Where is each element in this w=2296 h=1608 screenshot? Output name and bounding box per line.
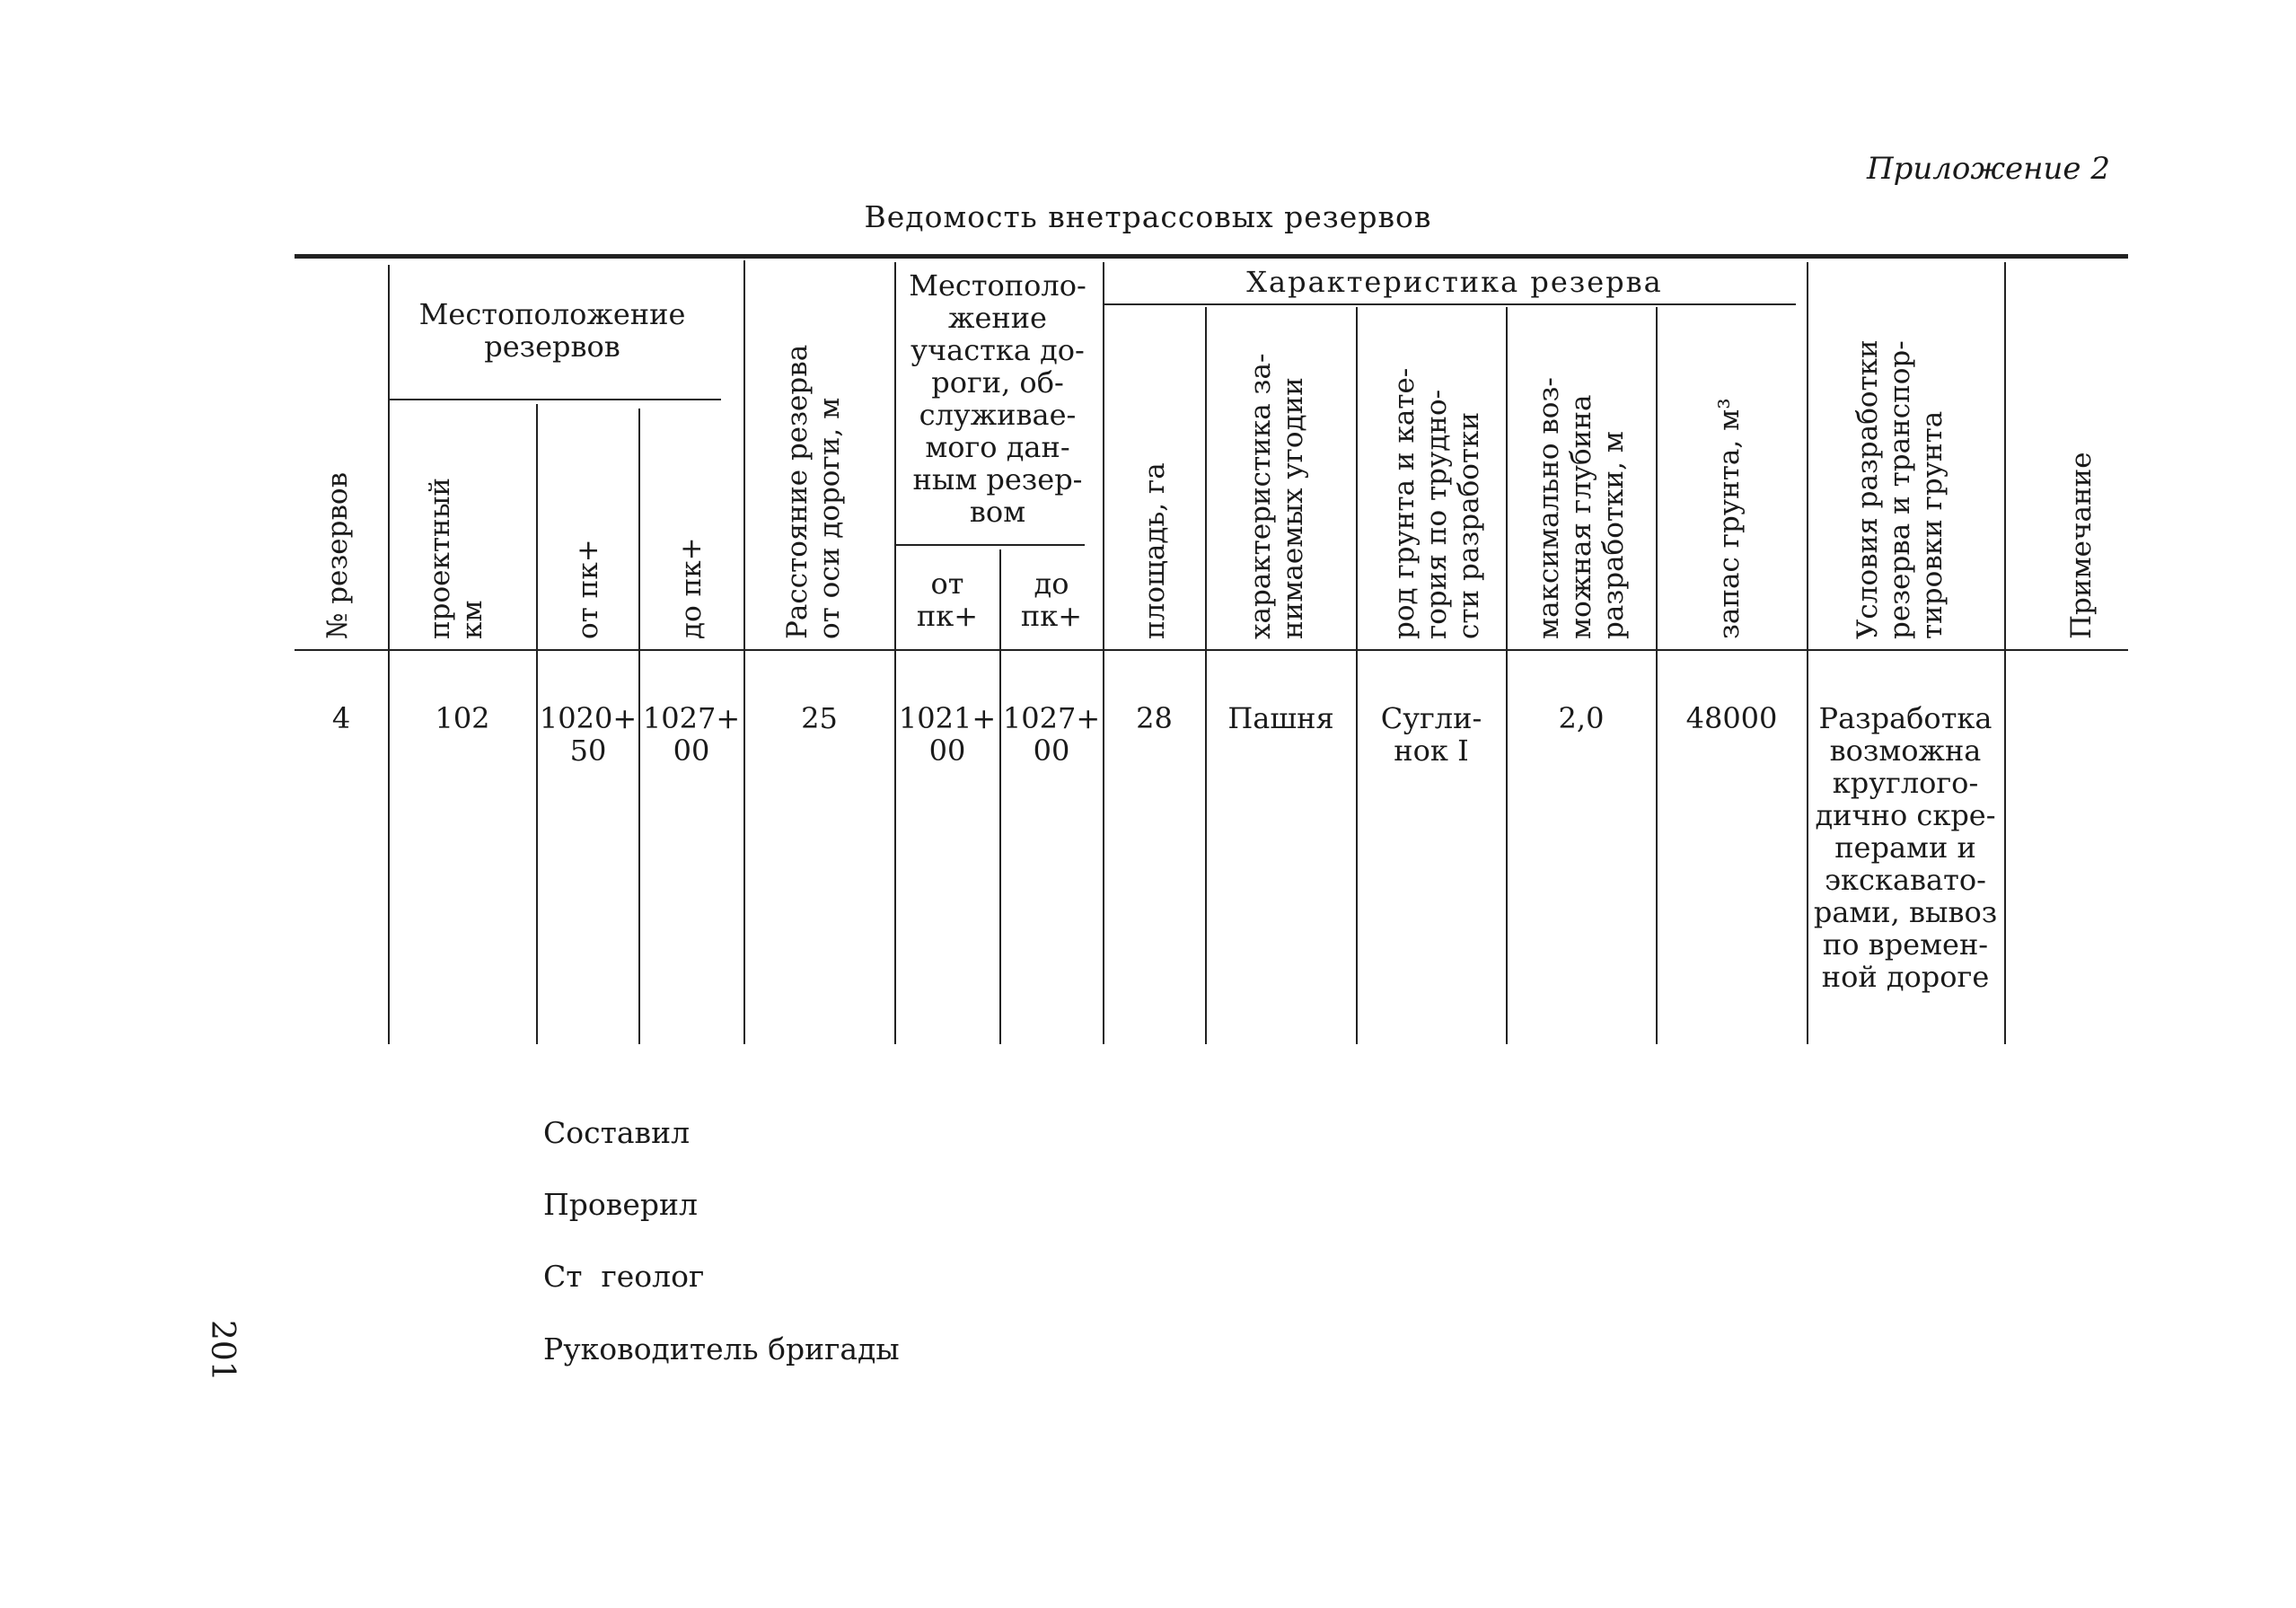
col-divider [1506,307,1508,1044]
document-title: Ведомость внетрассовых резервов [864,199,1432,234]
row-max-depth: 2,0 [1558,701,1605,735]
header-max-depth: максимально воз- можная глубина разработки, м [1533,377,1630,639]
characteristic-group-divider [1104,303,1796,305]
col-divider [1356,307,1358,1044]
row-from-pk: 1020+ 50 [539,701,638,768]
row-soil-type: Сугли- нок I [1380,701,1482,768]
row-distance: 25 [801,701,838,735]
header-to-pk: до пк+ [675,537,708,639]
signature-brigade-head: Руководитель бригады [543,1331,900,1366]
row-conditions: Разработка возможна круглого- дично скре- перами и экскавато- рами, вывоз по времен- ной дороге [1813,701,1998,994]
row-project-km: 102 [435,701,490,735]
header-note: Примечание [2065,452,2098,639]
table-top-border [295,254,2128,259]
col-divider [2004,262,2006,1044]
row-soil-volume: 48000 [1685,701,1778,735]
header-conditions: Условия разработки резерва и транспор- тировки грунта [1852,339,1949,639]
header-road-section-group: Местополо- жение участка до- роги, об- служивае- мого дан- ным резер- вом [909,268,1086,529]
header-characteristic-group: Характеристика резерва [1246,265,1663,299]
header-location-group: Местоположение резервов [418,297,686,364]
header-soil-type: род грунта и кате- гория по трудно- сти разработки [1388,367,1485,639]
row-to-pk: 1027+ 00 [642,701,741,768]
row-land-characteristic: Пашня [1227,701,1334,735]
header-bottom-border [295,649,2128,651]
appendix-label: Приложение 2 [1866,151,2110,187]
row-number: 4 [331,701,351,735]
page-number: 201 [204,1320,241,1382]
signature-checked: Проверил [543,1187,698,1222]
signature-geologist: Ст геолог [543,1259,705,1294]
header-area: площадь, га [1139,462,1171,639]
header-land-characteristic: характеристика за- нимаемых угодии [1245,353,1309,639]
header-project-km: проектный км [424,477,488,639]
header-number: № резервов [321,471,354,639]
col-divider [1103,262,1104,1044]
header-distance: Расстояние резерва от оси дороги, м [781,344,846,639]
road-section-divider [896,544,1085,546]
col-divider [1656,307,1658,1044]
location-group-divider [389,399,721,400]
col-divider [388,265,390,1044]
header-from-pk: от пк+ [572,539,604,639]
row-road-from: 1021+ 00 [898,701,997,768]
row-area: 28 [1136,701,1173,735]
header-road-from: от пк+ [916,567,979,633]
row-road-to: 1027+ 00 [1002,701,1101,768]
header-road-to: до пк+ [1020,567,1083,633]
col-divider [1205,307,1207,1044]
header-soil-volume: запас грунта, м³ [1713,398,1746,639]
col-divider [743,260,745,1044]
signature-compiled: Составил [543,1115,691,1150]
